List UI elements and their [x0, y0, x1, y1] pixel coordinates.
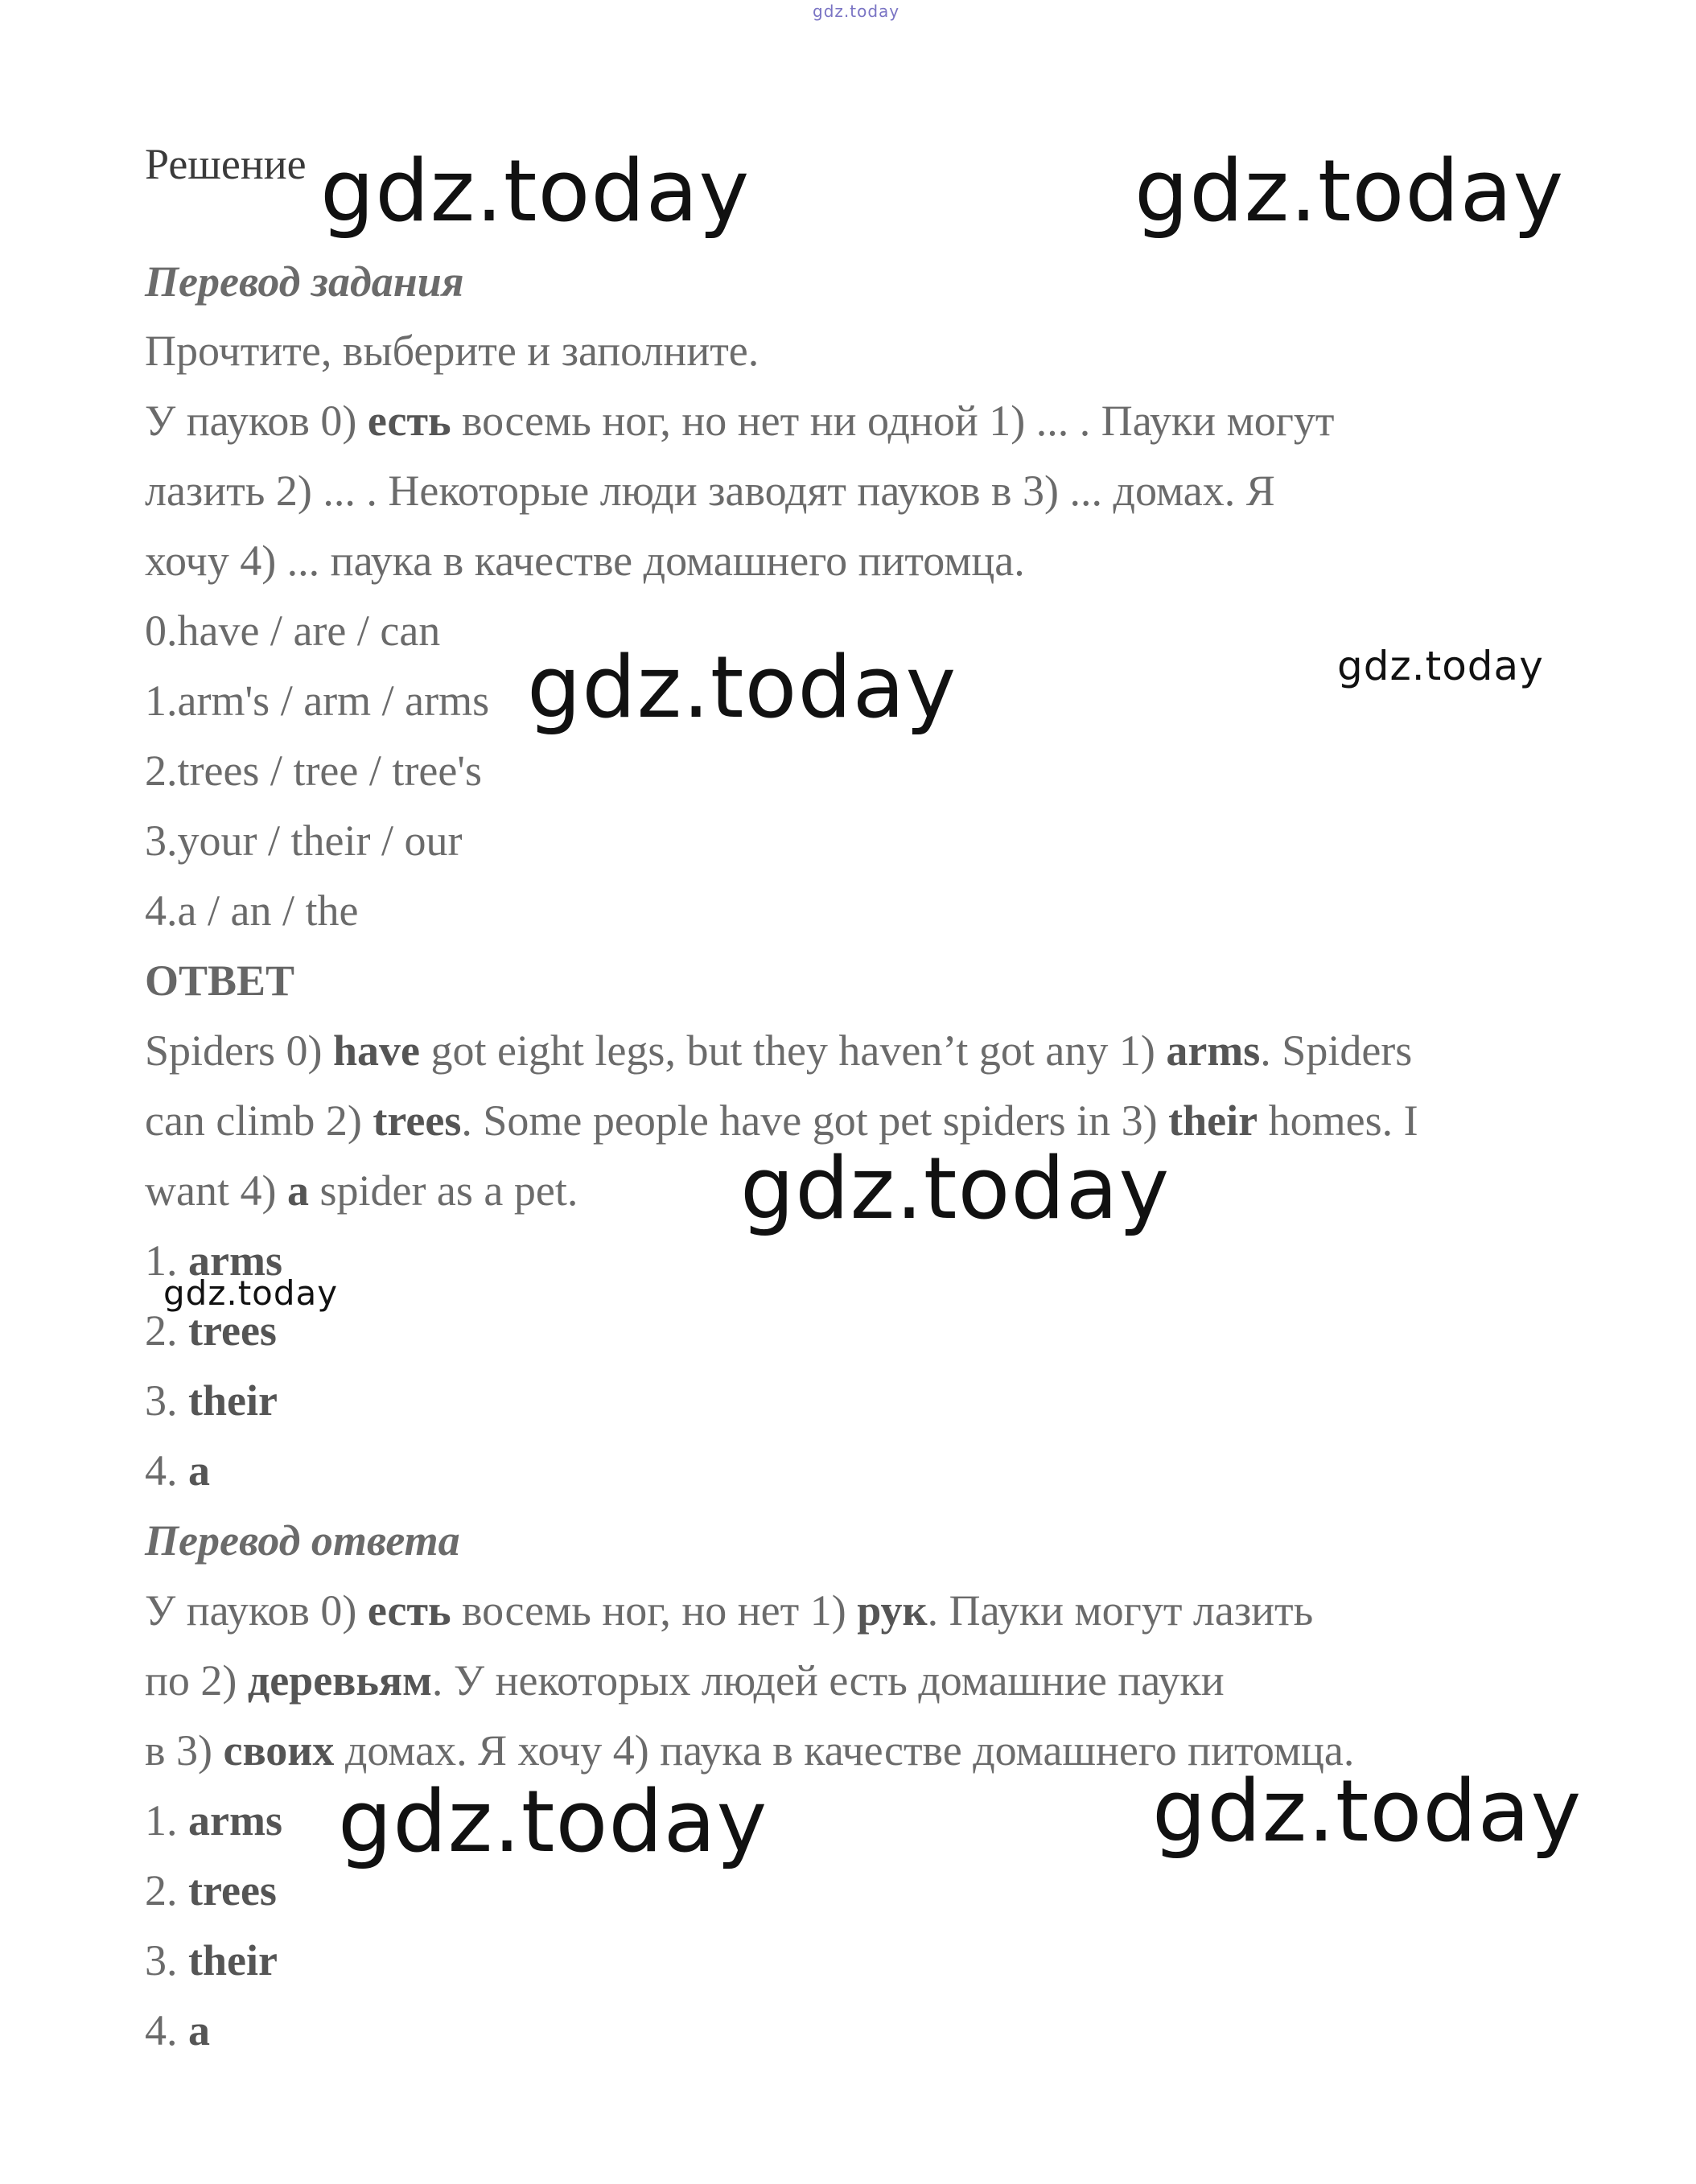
watermark: gdz.today	[320, 142, 751, 241]
answer-list-2-item: 2. trees	[145, 1866, 277, 1915]
answer-text-line-3: want 4) a spider as a pet.	[145, 1166, 578, 1215]
answer-heading: ОТВЕТ	[145, 956, 295, 1005]
page-title: Решение	[145, 140, 307, 188]
answer-text-line-1: Spiders 0) have got eight legs, but they haven’t got any 1) arms. Spiders	[145, 1026, 1413, 1075]
answer-list-1-item: 3. their	[145, 1376, 278, 1425]
answer-list-2-item: 3. their	[145, 1936, 278, 1985]
answer-list-2-item: 1. arms	[145, 1796, 282, 1845]
watermark: gdz.today	[1152, 1762, 1583, 1861]
answer-text-line-2: can climb 2) trees. Some people have got pet spiders in 3) their homes. I	[145, 1096, 1418, 1145]
answer-translation-heading: Перевод ответа	[145, 1516, 460, 1565]
task-text-line-2: лазить 2) ... . Некоторые люди заводят пауков в 3) ... домах. Я	[145, 467, 1275, 515]
task-instruction: Прочтите, выберите и заполните.	[145, 327, 759, 375]
watermark: gdz.today	[527, 638, 957, 737]
answer-translation-line-3: в 3) своих домах. Я хочу 4) паука в качестве домашнего питомца.	[145, 1726, 1355, 1775]
watermark: gdz.today	[163, 1273, 339, 1313]
option-4: 4.a / an / the	[145, 886, 359, 935]
answer-list-1-item: 2. trees	[145, 1306, 277, 1355]
watermark: gdz.today	[338, 1772, 768, 1871]
option-1: 1.arm's / arm / arms	[145, 677, 490, 725]
watermark: gdz.today	[1337, 643, 1544, 689]
watermark: gdz.today	[740, 1139, 1171, 1238]
answer-translation-line-1: У пауков 0) есть восемь ног, но нет 1) рук. Пауки могут лазить	[145, 1586, 1314, 1635]
option-3: 3.your / their / our	[145, 816, 463, 865]
answer-list-1-item: 4. a	[145, 1446, 210, 1495]
answer-list-1-item: 1. arms	[145, 1236, 282, 1285]
header-watermark: gdz.today	[813, 2, 900, 21]
option-2: 2.trees / tree / tree's	[145, 747, 483, 795]
option-0: 0.have / are / can	[145, 607, 441, 655]
task-text-line-3: хочу 4) ... паука в качестве домашнего питомца.	[145, 537, 1025, 585]
answer-list-2-item: 4. a	[145, 2006, 210, 2054]
task-text-line-1: У пауков 0) есть восемь ног, но нет ни одной 1) ... . Пауки могут	[145, 397, 1335, 445]
watermark: gdz.today	[1134, 142, 1565, 241]
task-translation-heading: Перевод задания	[145, 257, 464, 306]
answer-translation-line-2: по 2) деревьям. У некоторых людей есть домашние пауки	[145, 1656, 1225, 1705]
